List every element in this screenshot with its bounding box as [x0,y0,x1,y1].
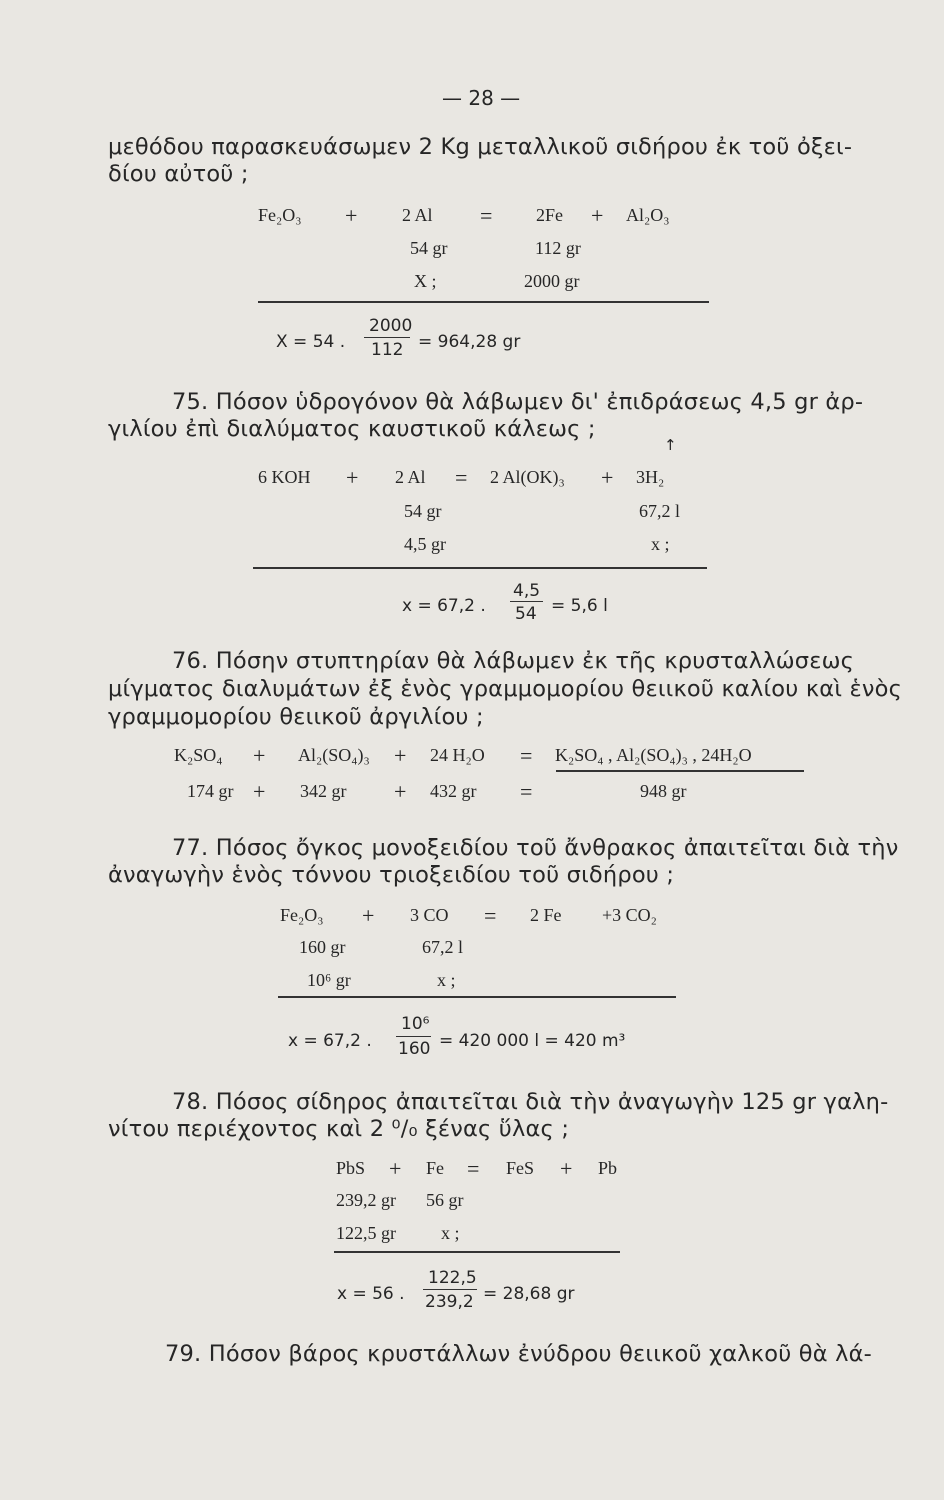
p77-reactant-a: Fe₂O₃ [280,905,324,925]
p78-reactant-a: PbS [336,1158,366,1178]
p77-given-a: 10⁶ gr [307,970,351,990]
p77-unknown-b: x ; [437,970,456,990]
p77-result-rhs: = 420 000 l = 420 m³ [439,1031,626,1051]
p75-line-2: γιλίου ἐπὶ διαλύματος καυστικοῦ κάλεως ; [108,416,596,442]
p75-product-d: 3H₂ [636,467,665,487]
eq1-product-d: Al₂O₃ [626,205,670,225]
eq1-plus-1: + [345,203,358,228]
p75-reactant-b: 2 Al [395,467,426,487]
p78-fraction-den: 239,2 [425,1292,474,1312]
p76-reactant-a: K₂SO₄ [174,745,223,765]
eq1-product-c: 2Fe [536,205,563,225]
p75-fraction-num: 4,5 [513,581,541,601]
p77-reactant-b: 3 CO [410,905,449,925]
p76-reactant-b: Al₂(SO₄)₃ [298,745,370,765]
p78-equals: = [467,1156,480,1181]
eq1-result-rhs: = 964,28 gr [418,332,521,352]
p76-mass-plus-1: + [253,779,266,804]
p75-plus-2: + [601,465,614,490]
p75-given-b: 4,5 gr [404,534,446,554]
p75-unknown-d: x ; [651,534,670,554]
p77-fraction-den: 160 [398,1039,431,1059]
intro-line-2: δίου αὐτοῦ ; [108,161,249,187]
p76-reactant-c: 24 H₂O [430,745,485,765]
eq1-reactant-b: 2 Al [402,205,433,225]
p75-rule [253,567,707,569]
p75-mass-b: 54 gr [404,501,442,521]
p75-fraction-den: 54 [515,604,537,624]
p77-rule [278,996,676,998]
eq1-given: 2000 gr [524,271,580,291]
p75-equals: = [455,465,468,490]
p78-mass-b: 56 gr [426,1190,464,1210]
p78-unknown-b: x ; [441,1223,460,1243]
page-number: — 28 — [442,86,521,110]
eq1-result-lhs: X = 54 . [276,332,346,352]
p77-result-lhs: x = 67,2 . [288,1031,372,1051]
p76-plus-1: + [253,743,266,768]
p77-plus-1: + [362,903,375,928]
p77-line-2: ἀναγωγὴν ἑνὸς τόννου τριοξειδίου τοῦ σιδήρου ; [108,862,675,888]
p77-mass-a: 160 gr [299,937,346,957]
p77-volume-b: 67,2 l [422,937,464,957]
eq1-plus-2: + [591,203,604,228]
p76-plus-2: + [394,743,407,768]
p75-product-c: 2 Al(OK)₃ [490,467,565,487]
eq1-equals: = [480,203,493,228]
p76-product: K₂SO₄ , Al₂(SO₄)₃ , 24H₂O [555,745,752,765]
p76-equals: = [520,743,533,768]
p78-product-d: Pb [598,1158,618,1178]
p77-fraction-num: 10⁶ [401,1014,430,1034]
p78-given-a: 122,5 gr [336,1223,396,1243]
p77-fraction-bar [396,1036,431,1037]
p78-mass-a: 239,2 gr [336,1190,396,1210]
p76-line-3: γραμμομορίου θειικοῦ ἀργιλίου ; [108,704,484,730]
eq1-reactant-a: Fe₂O₃ [258,205,302,225]
p78-product-c: FeS [506,1158,535,1178]
eq1-rule [258,301,709,303]
p76-line-1: 76. Πόσην στυπτηρίαν θὰ λάβωμεν ἐκ τῆς κρυσταλλώσεως [172,648,855,674]
p76-mass-b: 342 gr [300,781,347,801]
eq1-fraction-den: 112 [371,340,404,360]
p78-result-lhs: x = 56 . [337,1284,405,1304]
p76-mass-plus-2: + [394,779,407,804]
p78-line-1: 78. Πόσος σίδηρος ἀπαιτεῖται διὰ τὴν ἀναγωγὴν 125 gr γαλη- [172,1089,889,1115]
p75-line-1: 75. Πόσον ὑδρογόνον θὰ λάβωμεν δι' ἐπιδράσεως 4,5 gr ἀρ- [172,389,864,415]
p75-fraction-bar [510,601,543,602]
p76-mass-product: 948 gr [640,781,687,801]
p77-line-1: 77. Πόσος ὄγκος μονοξειδίου τοῦ ἄνθρακος ἀπαιτεῖται διὰ τὴν [172,835,899,861]
eq1-mass-c: 112 gr [535,238,581,258]
eq1-fraction-bar [364,337,410,338]
p78-fraction-num: 122,5 [428,1268,477,1288]
p75-reactant-a: 6 KOH [258,467,311,487]
p78-rule [334,1251,620,1253]
eq1-fraction-num: 2000 [369,316,413,336]
eq1-unknown: X ; [414,271,437,291]
p75-result-lhs: x = 67,2 . [402,596,486,616]
p78-fraction-bar [423,1289,477,1290]
p76-product-rule [556,770,804,772]
p75-volume-d: 67,2 l [639,501,681,521]
p76-mass-c: 432 gr [430,781,477,801]
intro-line-1: μεθόδου παρασκευάσωμεν 2 Kg μεταλλικοῦ σιδήρου ἐκ τοῦ ὀξει- [108,134,853,160]
gas-arrow-icon: ↑ [664,436,677,454]
p77-equals: = [484,903,497,928]
p77-product-c: 2 Fe [530,905,562,925]
eq1-mass-b: 54 gr [410,238,448,258]
p76-line-2: μίγματος διαλυμάτων ἐξ ἑνὸς γραμμομορίου θειικοῦ καλίου καὶ ἑνὸς [108,676,902,702]
p78-line-2: νίτου περιέχοντος καὶ 2 ⁰/₀ ξένας ὕλας ; [108,1116,570,1142]
p79-line-1: 79. Πόσον βάρος κρυστάλλων ἐνύδρου θειικοῦ χαλκοῦ θὰ λά- [165,1341,872,1367]
p78-plus-2: + [560,1156,573,1181]
p75-result-rhs: = 5,6 l [551,596,608,616]
p78-result-rhs: = 28,68 gr [483,1284,575,1304]
p76-mass-equals: = [520,779,533,804]
p78-reactant-b: Fe [426,1158,444,1178]
p75-plus-1: + [346,465,359,490]
p78-plus-1: + [389,1156,402,1181]
p77-product-d: +3 CO₂ [602,905,657,925]
p76-mass-a: 174 gr [187,781,234,801]
